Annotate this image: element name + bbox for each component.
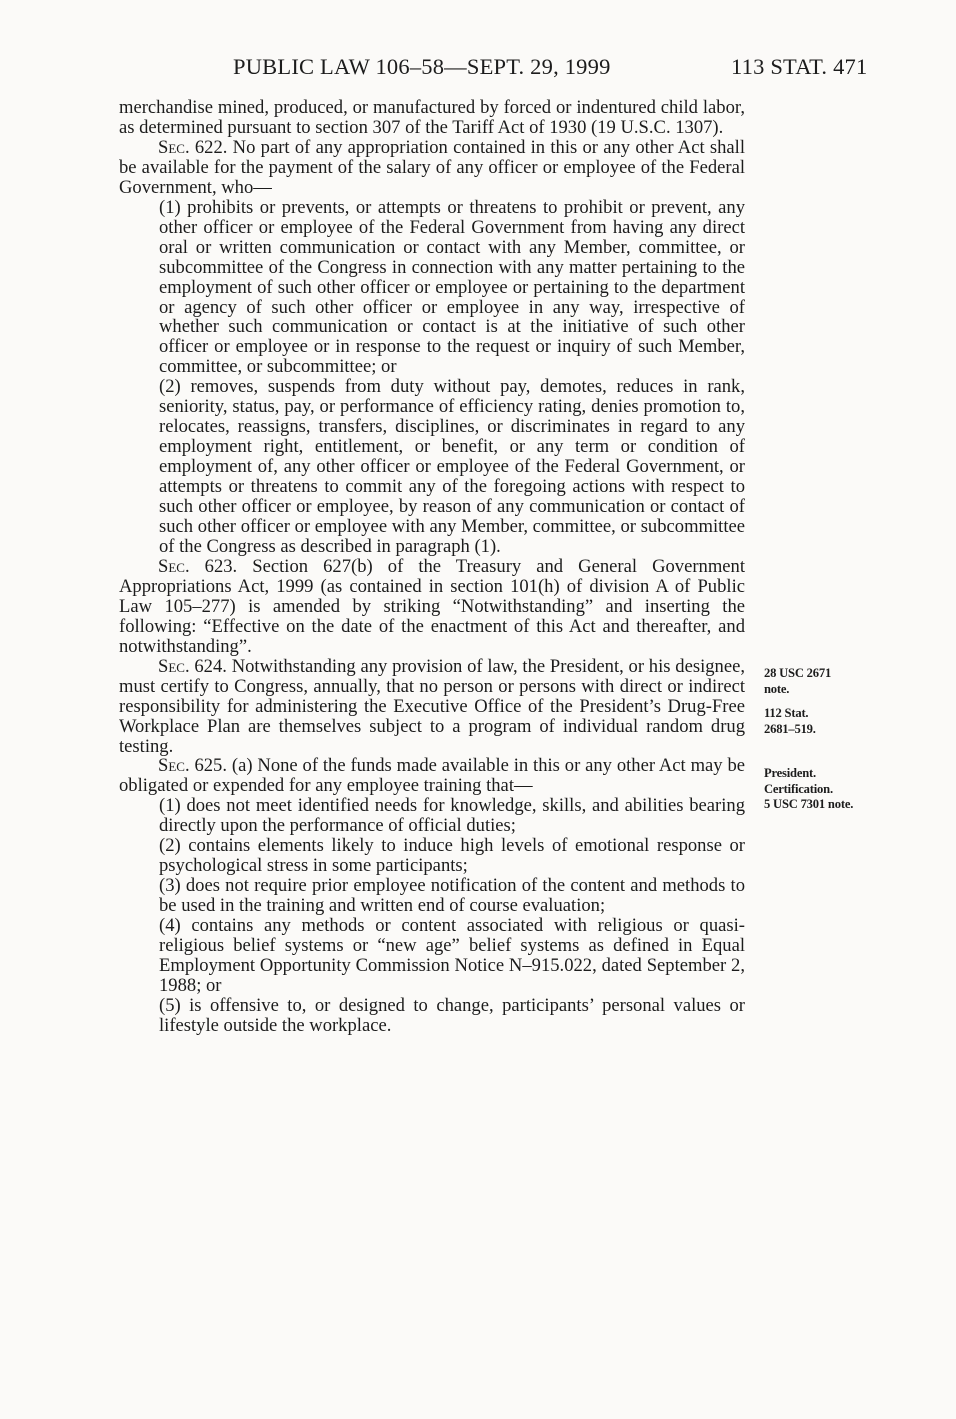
section-624 <box>119 657 745 757</box>
section-label: Sec. 625. <box>158 755 228 777</box>
section-623 <box>119 557 745 657</box>
running-header <box>0 54 956 86</box>
margin-note-line: 28 USC 2671 <box>764 666 832 680</box>
margin-note-line: 112 Stat. <box>764 706 809 720</box>
section-625-paragraph-4: (4) contains any methods or content associated with religious or quasi-religious belief systems or “new age” belief systems as defined in Equal Employment Opportunity Commission Notice N–915.022, dated September 2, 1988; or <box>159 915 745 996</box>
margin-note-line: President. <box>764 766 816 780</box>
section-label: Sec. 623. <box>158 555 238 577</box>
section-625-paragraph-5: (5) is offensive to, or designed to change, participants’ personal values or lifestyle outside the workplace. <box>159 994 745 1036</box>
continued-paragraph: merchandise mined, produced, or manufactured by forced or indentured child labor, as determined pursuant to section 307 of the Tariff Act of 1930 (19 U.S.C. 1307). <box>119 97 745 138</box>
section-622-paragraph-2: (2) removes, suspends from duty without pay, demotes, reduces in rank, seniority, status, pay, or performance of efficiency rating, denies promotion to, relocates, reassigns, transfers, disciplines, or discriminates in regard to any employment right, entitlement, or benefit, or any term or condition of employment of, any other officer or employee of the Federal Government, or attempts or threatens to commit any of the foregoing actions with respect to such other officer or employee, by reason of any communication or contact of such other officer or employee with any Member, committee, or subcommittee of the Congress as described in paragraph (1). <box>159 376 745 557</box>
margin-note-line: Certification. <box>764 781 833 796</box>
running-head-title: PUBLIC LAW 106–58—SEPT. 29, 1999 <box>233 54 611 79</box>
section-622 <box>119 138 745 198</box>
section-625-paragraph-2: (2) contains elements likely to induce high levels of emotional response or psychological stress in some participants; <box>159 835 745 877</box>
margin-note-line: note. <box>764 681 790 696</box>
statute-page-number: 113 STAT. 471 <box>731 54 868 79</box>
section-text: No part of any appropriation contained in this or any other Act shall be available for the payment of the salary of any officer or employee of the Federal Government, who— <box>119 136 745 198</box>
section-625-paragraph-3: (3) does not require prior employee notification of the content and methods to be used in the training and written end of course evaluation; <box>159 875 745 917</box>
statute-text-column <box>119 98 745 1036</box>
section-label: Sec. 622. <box>158 136 228 158</box>
section-text: Notwithstanding any provision of law, the President, or his designee, must certify to Congress, annually, that no person or persons with direct or indirect responsibility for administering the Executive Office of the President’s Drug-Free Workplace Plan are themselves subject to a program of individual random drug testing. <box>119 655 745 757</box>
margin-note-112-stat <box>764 706 816 737</box>
margin-note-usc-2671 <box>764 666 831 697</box>
margin-note-line: 5 USC 7301 note. <box>764 797 854 811</box>
section-625 <box>119 756 745 796</box>
section-text: Section 627(b) of the Treasury and General Government Appropriations Act, 1999 (as contained in section 101(h) of division A of Public Law 105–277) is amended by striking “Notwithstanding” and inserting the following: “Effective on the date of the enactment of this Act and thereafter, and notwithstanding”. <box>119 555 746 657</box>
section-label: Sec. 624. <box>158 655 227 677</box>
margin-note-line: 2681–519. <box>764 721 816 736</box>
section-625-paragraph-1: (1) does not meet identified needs for knowledge, skills, and abilities bearing directly upon the performance of official duties; <box>159 795 745 837</box>
section-text: (a) None of the funds made available in this or any other Act may be obligated or expended for any employee training that— <box>119 755 746 797</box>
margin-note-president-certification <box>764 766 853 813</box>
section-622-paragraph-1: (1) prohibits or prevents, or attempts or threatens to prohibit or prevent, any other officer or employee of the Federal Government from having any direct oral or written communication or contact with any Member, committee, or subcommittee of the Congress in connection with any matter pertaining to the employment of such other officer or employee or pertaining to the department or agency of such other officer or employee in any way, irrespective of whether such communication or contact is at the initiative of such other officer or employee or in response to the request or inquiry of such Member, committee, or subcommittee; or <box>159 196 745 378</box>
